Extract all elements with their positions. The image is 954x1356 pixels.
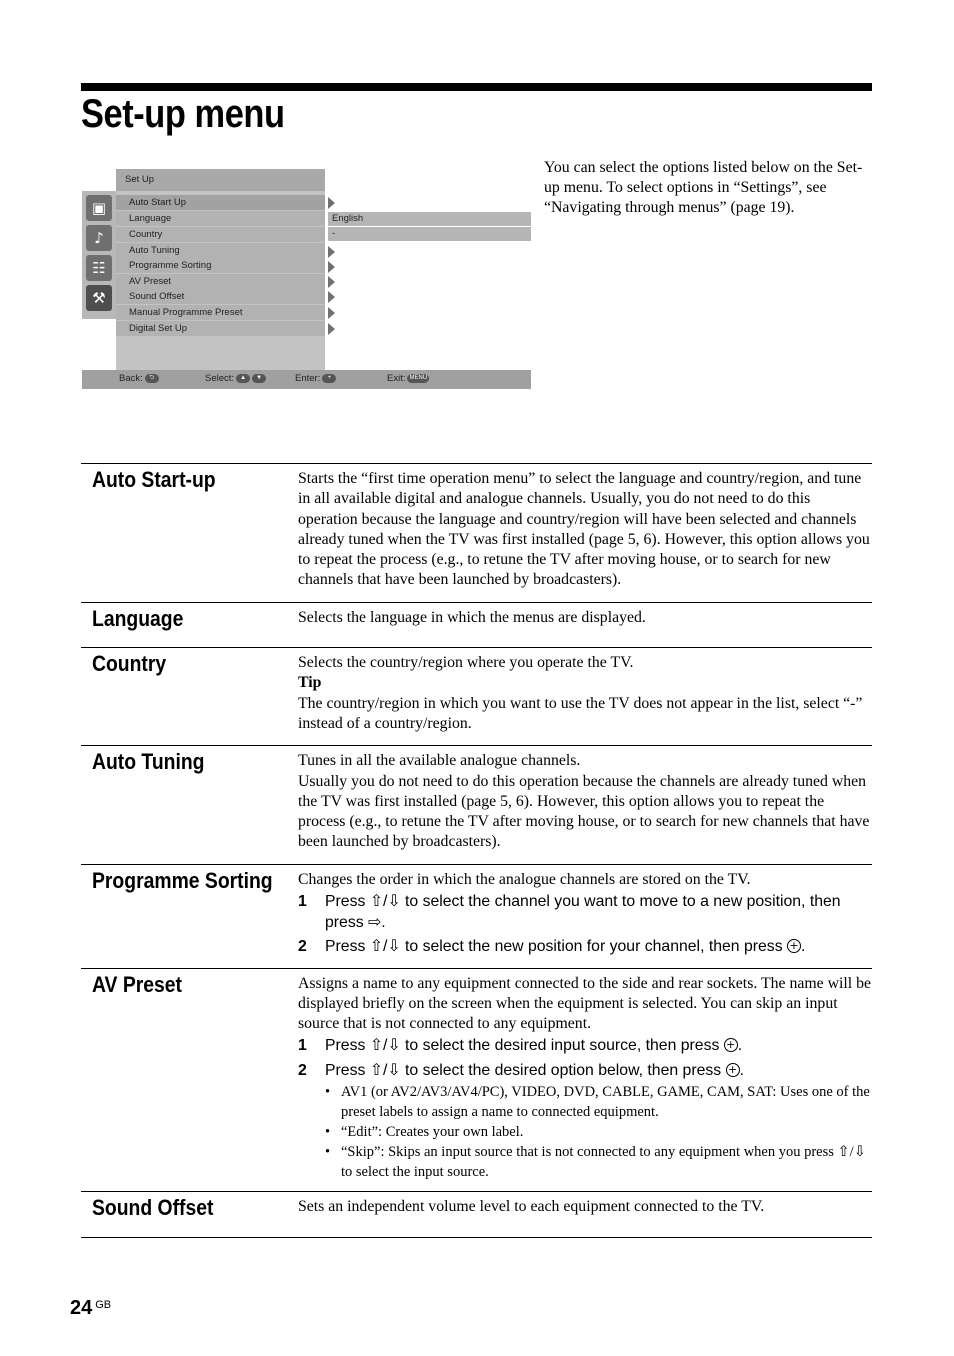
step-list [298,892,872,958]
picture-icon: ▣ [86,195,112,221]
menu-key-icon: MENU [409,374,428,381]
page-number-value: 24 [70,1297,93,1319]
page-title: Set-up menu [81,92,285,136]
bullet-item: • AV1 (or AV2/AV3/AV4/PC), VIDEO, DVD, CABLE, GAME, CAM, SAT: Uses one of the preset labels to assign a name to connected equipment. [298,1082,872,1122]
entry-text: Changes the order in which the analogue channels are stored on the TV. [298,870,751,888]
submenu-arrow-icon [328,246,335,258]
osd-language-value: English [328,212,531,226]
bullet-item: • “Edit”: Creates your own label. [298,1122,872,1142]
entry-text-2: Usually you do not need to do this operation because the channels are already tuned when the TV was first installed (page 5, 6). However, this option allows you to repeat the process (e.g., to retune the TV after moving house, or to search for new channels that have been launched by broadcasters). [298,772,870,851]
osd-item-digital-set-up[interactable]: Digital Set Up [116,321,325,336]
osd-footer-enter: Enter: + [295,373,336,384]
osd-footer-back: Back: ⮌ [119,373,159,384]
step-list [298,1036,872,1081]
osd-item-auto-tuning[interactable]: Auto Tuning [116,243,325,258]
osd-item-programme-sorting[interactable]: Programme Sorting [116,258,325,273]
osd-item-sound-offset[interactable]: Sound Offset [116,289,325,304]
step-item: 1 Press ⇧/⇩ to select the desired input source, then press + . [298,1036,872,1057]
entry-term: Sound Offset [92,1195,214,1221]
setup-toolbox-icon: ⚒ [86,285,112,311]
submenu-arrow-icon [328,276,335,288]
entry-av-preset [81,968,872,1192]
submenu-arrow-icon [328,197,335,209]
osd-country-value: - [328,227,531,241]
entry-description [298,1192,872,1236]
entry-text: Sets an independent volume level to each equipment connected to the TV. [298,1198,765,1216]
entry-language [81,602,872,647]
step-item: 2 Press ⇧/⇩ to select the desired option below, then press + . [298,1061,872,1082]
intro-paragraph: You can select the options listed below on the Set-up menu. To select options in “Settings”, see “Navigating through menus” (page 19). [544,159,863,216]
entry-country [81,647,872,745]
step-item: 2 Press ⇧/⇩ to select the new position for your channel, then press + . [298,937,872,958]
entry-description [298,969,872,1192]
entry-text: Starts the “first time operation menu” to select the language and country/region, and tune in all available digital and analogue channels. Usually, you do not need to do this operation because the language and country/region will have been selected and channels already tuned when the TV was first installed (page 5, 6). However, this option allows you to repeat the process (e.g., to retune the TV after moving house, or to search for new channels that have been launched by broadcasters). [298,470,870,589]
entry-auto-start-up [81,463,872,602]
osd-header-label: Set Up [125,174,155,185]
down-key-icon: ▼ [252,374,266,383]
setup-options-table [81,463,872,1238]
osd-footer [82,370,531,389]
submenu-arrow-icon [328,261,335,273]
osd-item-auto-start-up[interactable]: Auto Start Up [116,195,325,210]
osd-footer-exit: Exit: MENU [387,373,428,384]
osd-item-manual-programme-preset[interactable]: Manual Programme Preset [116,305,325,320]
checklist-icon: ☷ [86,255,112,281]
entry-text: Selects the country/region where you operate the TV. [298,654,634,672]
entry-term: Auto Tuning [92,749,205,775]
page-number [70,1297,111,1320]
setup-menu-screenshot [82,169,531,389]
back-key-icon: ⮌ [145,374,159,383]
enter-button-icon [787,939,801,953]
title-rule [81,83,872,91]
osd-header [116,169,325,191]
entry-term: AV Preset [92,971,182,997]
page-region-code: GB [95,1299,112,1311]
osd-item-country[interactable]: Country [116,227,325,242]
entry-term: Programme Sorting [92,867,273,893]
entry-text: Selects the language in which the menus are displayed. [298,608,646,626]
entry-text: Assigns a name to any equipment connected to the side and rear sockets. The name will be displayed briefly on the screen when the equipment is selected. You can skip an input source that is not connected to any equipment. [298,974,872,1033]
submenu-arrow-icon [328,323,335,335]
enter-button-icon [724,1038,738,1052]
entry-description [298,648,872,745]
osd-item-language[interactable]: Language [116,211,325,226]
enter-button-icon [726,1063,740,1077]
submenu-arrow-icon [328,307,335,319]
osd-icon-column [82,191,116,319]
enter-key-icon: + [322,374,336,383]
music-note-icon: ♪ [86,225,112,251]
entry-text: Tunes in all the available analogue channels. [298,752,581,770]
entry-auto-tuning [81,745,872,863]
entry-description [298,464,872,602]
entry-description [298,746,872,863]
entry-programme-sorting [81,864,872,968]
up-key-icon: ▲ [236,374,250,383]
entry-term: Country [92,651,167,677]
tip-label: Tip [298,674,322,692]
option-bullet-list [298,1082,872,1182]
osd-footer-select: Select: ▲ ▼ [205,373,266,384]
bullet-item: • “Skip”: Skips an input source that is not connected to any equipment when you press ⇧/⇩ to select the input source. [298,1142,872,1182]
osd-item-av-preset[interactable]: AV Preset [116,274,325,289]
tip-text: The country/region in which you want to use the TV does not appear in the list, select “-” instead of a country/region. [298,694,863,732]
submenu-arrow-icon [328,291,335,303]
entry-description [298,603,872,647]
entry-description [298,865,872,968]
entry-sound-offset [81,1191,872,1237]
entry-term: Auto Start-up [92,467,216,492]
entry-term: Language [92,605,184,631]
step-item: 1 Press ⇧/⇩ to select the channel you want to move to a new position, then press ⇨. [298,893,841,931]
